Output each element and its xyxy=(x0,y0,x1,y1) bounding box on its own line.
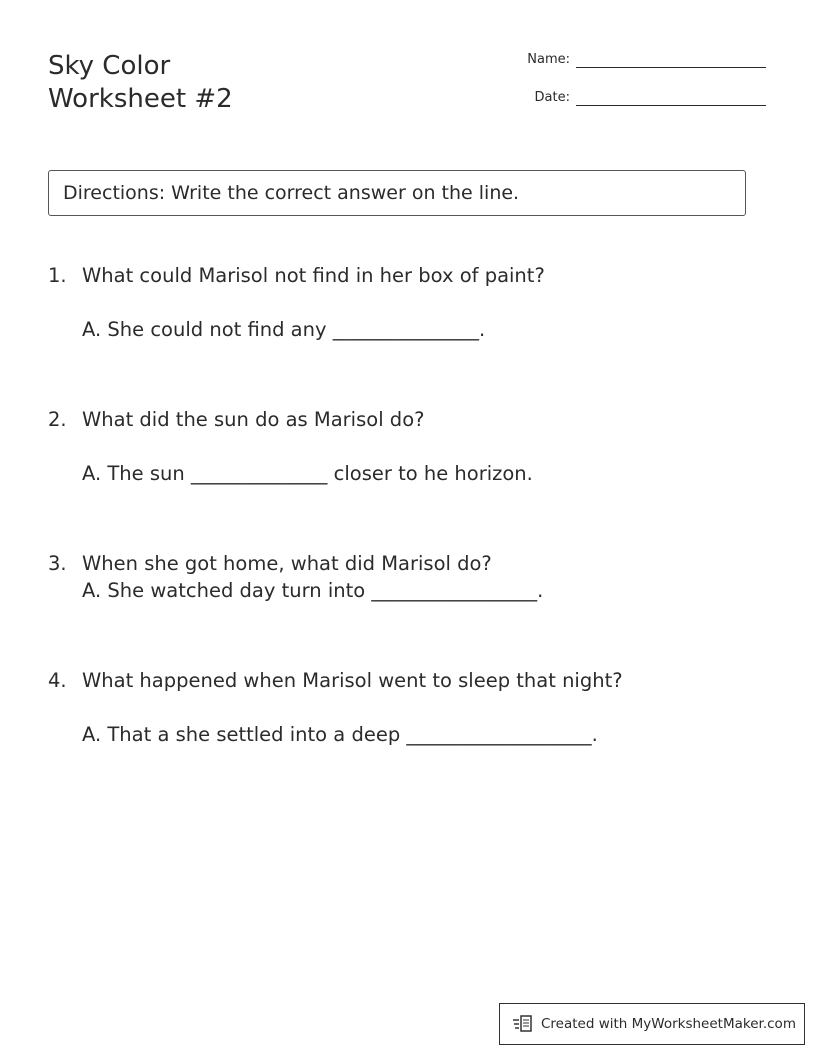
question-text: When she got home, what did Marisol do? xyxy=(82,552,492,575)
date-label: Date: xyxy=(534,90,570,105)
name-line[interactable] xyxy=(576,53,766,68)
directions-box xyxy=(48,170,746,216)
worksheet-maker-logo-icon xyxy=(512,1014,534,1034)
question-number: 4. xyxy=(48,669,67,692)
title-line-1: Sky Color xyxy=(48,51,171,81)
question-number: 3. xyxy=(48,552,67,575)
name-field-row xyxy=(522,52,766,68)
question-text: What could Marisol not find in her box of paint? xyxy=(82,264,545,287)
question-2 xyxy=(48,406,533,487)
question-text: What did the sun do as Marisol do? xyxy=(82,408,425,431)
question-1 xyxy=(48,262,545,343)
footer-credit[interactable] xyxy=(499,1003,805,1045)
question-number: 1. xyxy=(48,264,67,287)
question-number: 2. xyxy=(48,408,67,431)
title-line-2: Worksheet #2 xyxy=(48,84,233,114)
worksheet-title xyxy=(48,50,233,116)
question-text: What happened when Marisol went to sleep that night? xyxy=(82,669,623,692)
answer-text: A. She could not find any _______________. xyxy=(82,318,486,341)
question-4 xyxy=(48,667,623,748)
date-field-row xyxy=(522,90,766,106)
name-label: Name: xyxy=(527,52,570,67)
answer-text: A. That a she settled into a deep ___________________. xyxy=(82,723,598,746)
directions-text: Directions: Write the correct answer on the line. xyxy=(63,182,520,204)
question-3 xyxy=(48,550,543,604)
answer-text: A. She watched day turn into _________________. xyxy=(82,579,544,602)
answer-text: A. The sun ______________ closer to he horizon. xyxy=(82,462,533,485)
date-line[interactable] xyxy=(576,91,766,106)
footer-text: Created with MyWorksheetMaker.com xyxy=(541,1016,796,1032)
